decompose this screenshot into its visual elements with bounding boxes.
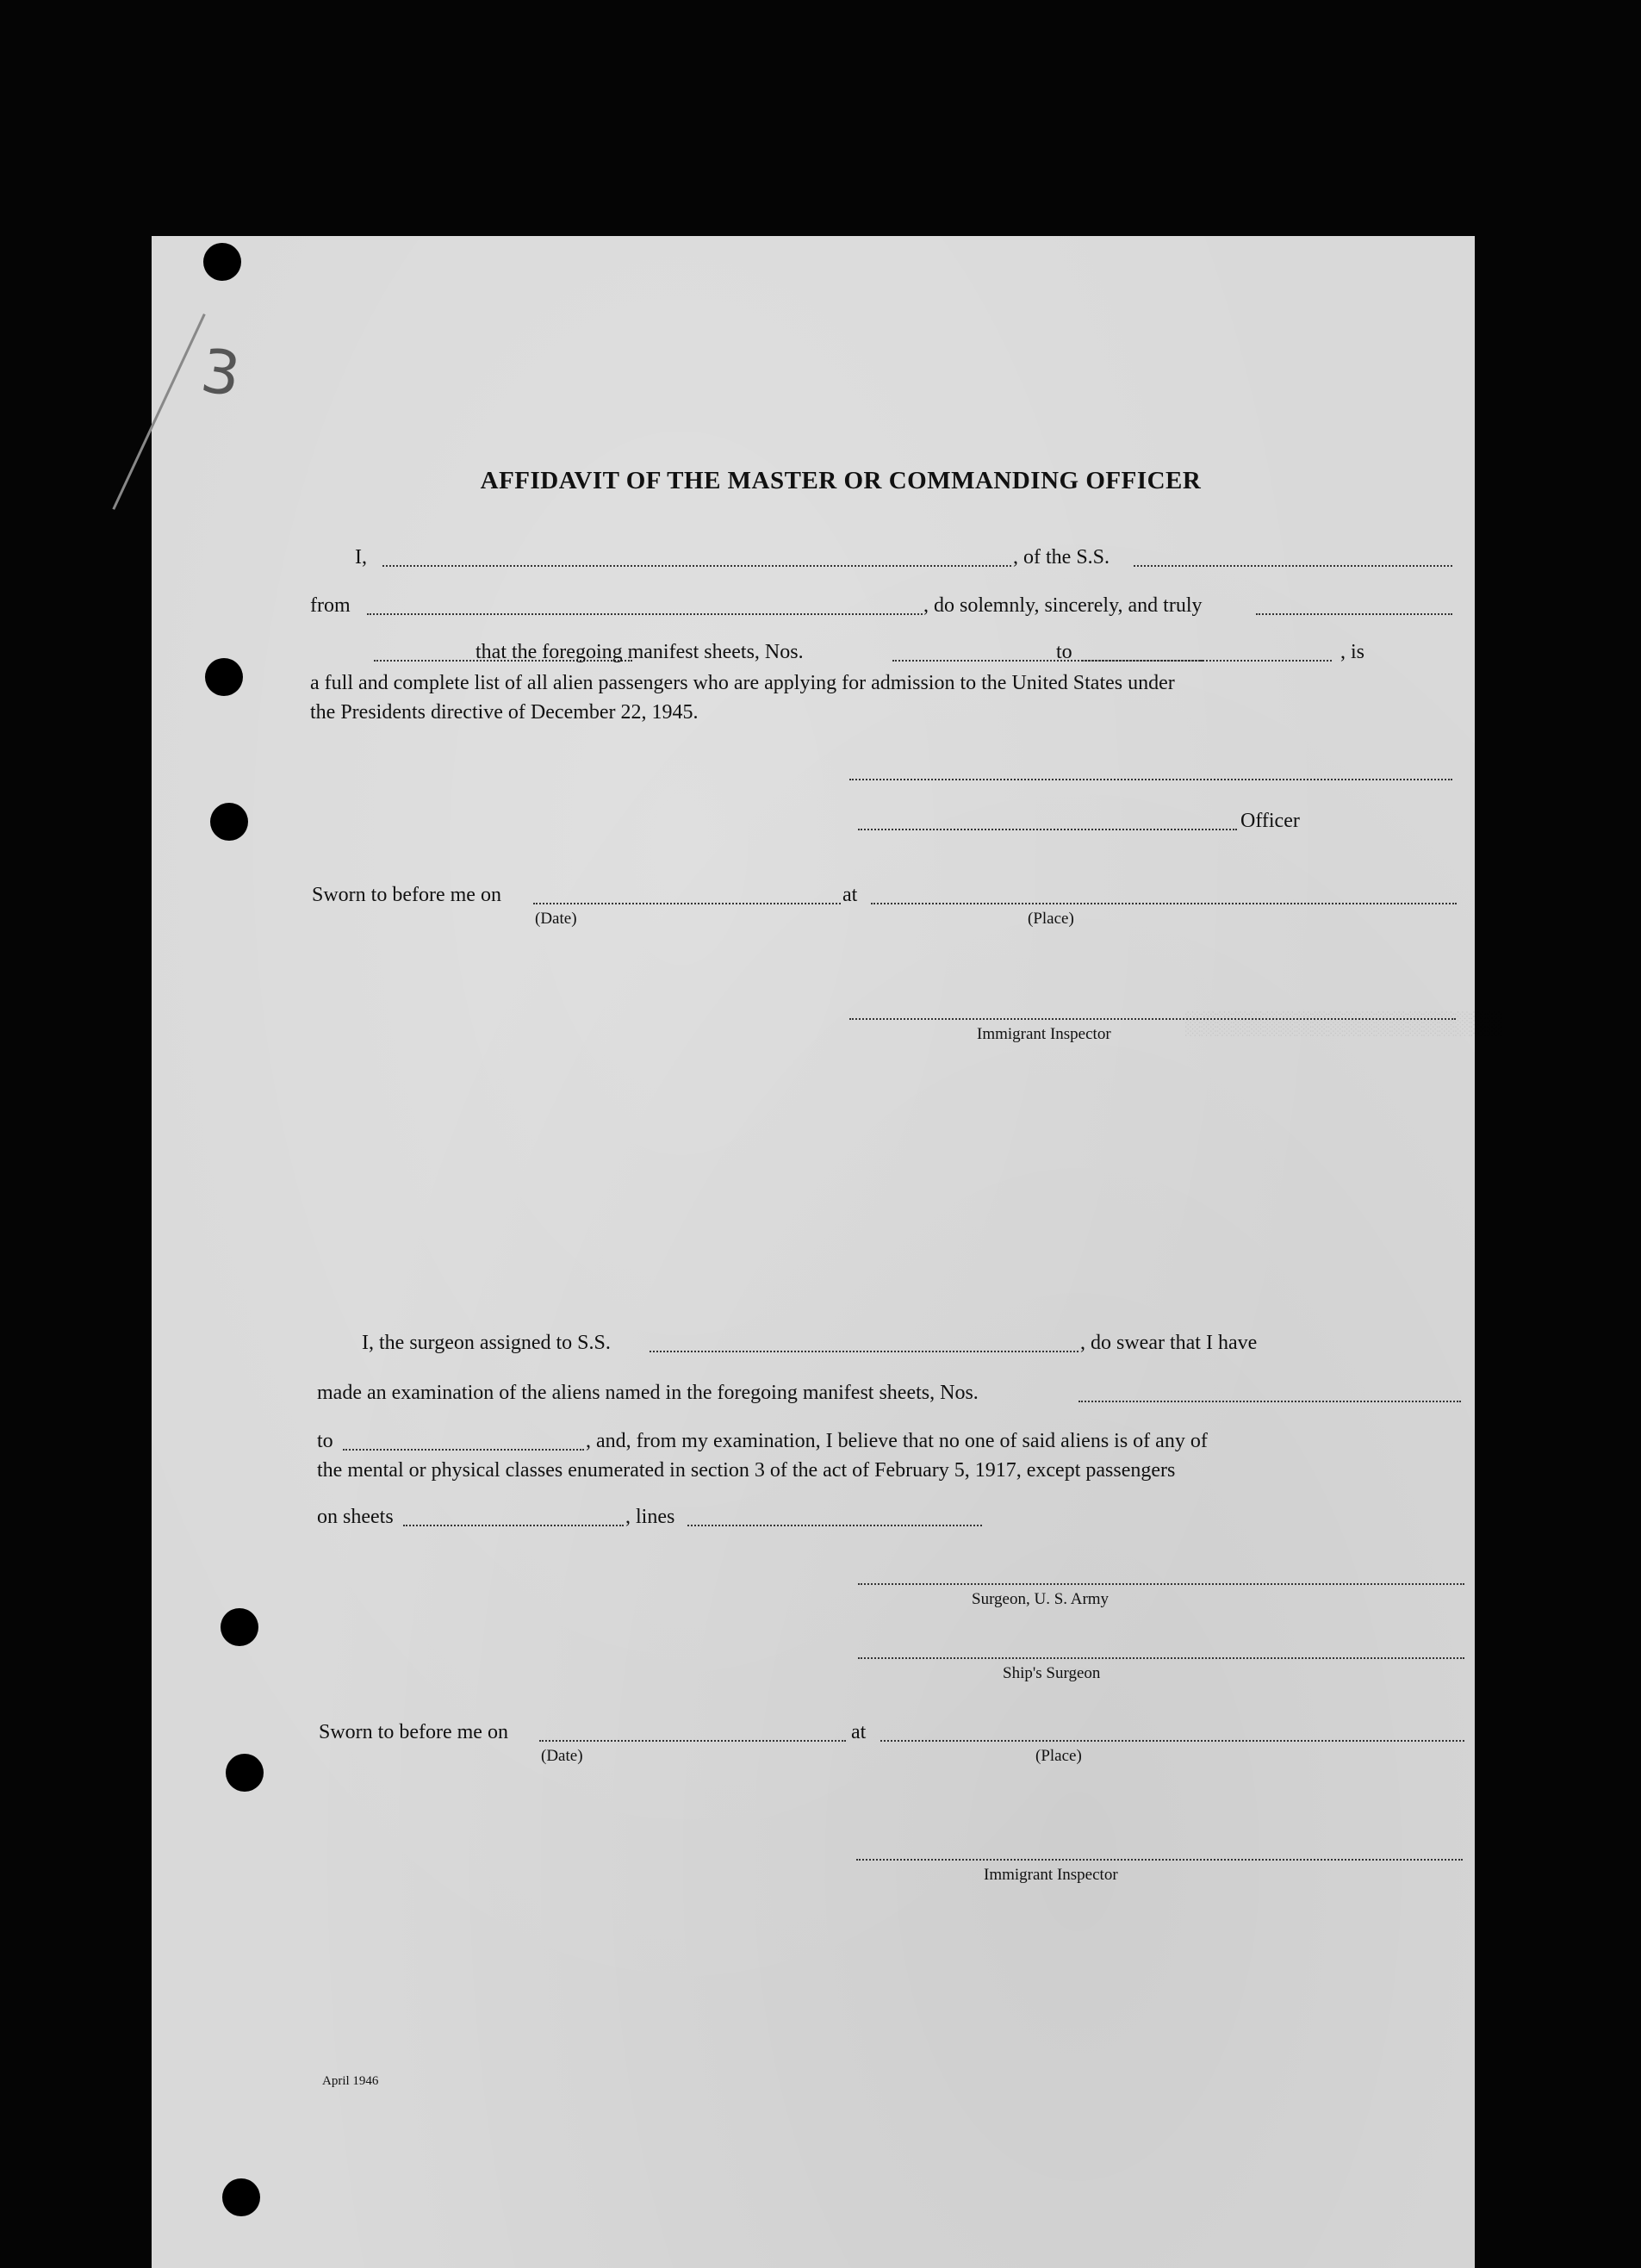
binder-hole — [210, 803, 248, 841]
master-signature-field[interactable] — [849, 779, 1452, 780]
ship-surgeon-signature-field[interactable] — [858, 1657, 1464, 1659]
port-field[interactable] — [367, 613, 923, 615]
army-surgeon-signature-field[interactable] — [858, 1583, 1464, 1585]
master-line2-prefix: from — [310, 594, 351, 617]
surgeon-lines-field[interactable] — [687, 1525, 982, 1526]
master-line5: the Presidents directive of December 22, 1945. — [310, 701, 699, 724]
surgeon-line3-prefix: to — [317, 1430, 333, 1452]
master-line1-mid: , of the S.S. — [1013, 546, 1110, 569]
master-sworn-date-field[interactable] — [533, 903, 841, 904]
handwritten-mark: 3 — [196, 335, 245, 411]
master-line2-mid: , do solemnly, sincerely, and truly — [923, 594, 1203, 617]
surgeon-sworn-place-field[interactable] — [880, 1740, 1464, 1742]
master-inspector-signature-field[interactable] — [849, 1018, 1456, 1020]
bleed-through: ░░░░░░░░░░░░░░░░░░░░ — [1185, 1012, 1503, 1037]
master-name-field[interactable] — [382, 565, 1011, 567]
surgeon-line1-prefix: I, the surgeon assigned to S.S. — [362, 1332, 611, 1354]
pencil-slash — [112, 314, 205, 510]
surgeon-sworn-date-field[interactable] — [539, 1740, 846, 1742]
surgeon-inspector-label: Immigrant Inspector — [984, 1866, 1118, 1884]
surgeon-line5-prefix: on sheets — [317, 1506, 394, 1528]
surgeon-sheets-from-field[interactable] — [1078, 1401, 1461, 1402]
surgeon-inspector-signature-field[interactable] — [856, 1859, 1463, 1861]
surgeon-line2: made an examination of the aliens named in the foregoing manifest sheets, Nos. — [317, 1382, 979, 1404]
master-sworn-prefix: Sworn to before me on — [312, 884, 501, 906]
surgeon-sworn-prefix: Sworn to before me on — [319, 1721, 508, 1743]
master-inspector-label: Immigrant Inspector — [977, 1025, 1111, 1043]
army-surgeon-label: Surgeon, U. S. Army — [972, 1590, 1110, 1608]
ship-name-field[interactable] — [1134, 565, 1452, 567]
master-sworn-place-field[interactable] — [871, 903, 1457, 904]
master-line3-mid: that the foregoing manifest sheets, Nos. — [476, 641, 804, 663]
master-line3-to: to — [1056, 641, 1072, 663]
surgeon-ship-field[interactable] — [650, 1351, 1078, 1352]
surgeon-sheets-to-field[interactable] — [343, 1449, 584, 1451]
page-title: AFFIDAVIT OF THE MASTER OR COMMANDING OFFICER — [480, 467, 1202, 494]
master-sworn-at: at — [842, 884, 858, 906]
master-place-label: (Place) — [1028, 910, 1074, 928]
binder-hole — [226, 1754, 264, 1792]
surgeon-on-sheets-field[interactable] — [403, 1525, 624, 1526]
document-page — [152, 236, 1503, 2268]
form-date: April 1946 — [322, 2074, 379, 2088]
master-line3-end: , is — [1340, 641, 1365, 663]
master-date-label: (Date) — [535, 910, 577, 928]
master-line1-prefix: I, — [355, 546, 367, 569]
binder-hole — [205, 658, 243, 696]
sheets-to-field[interactable] — [1082, 660, 1332, 662]
surgeon-sworn-at: at — [851, 1721, 867, 1743]
surgeon-date-label: (Date) — [541, 1747, 583, 1765]
ship-surgeon-label: Ship's Surgeon — [1003, 1664, 1101, 1682]
officer-label: Officer — [1240, 810, 1300, 832]
binder-hole — [221, 1608, 258, 1646]
surgeon-line3-mid: , and, from my examination, I believe that no one of said aliens is of any of — [586, 1430, 1208, 1452]
surgeon-line1-end: , do swear that I have — [1080, 1332, 1258, 1354]
oath-field[interactable] — [1256, 613, 1452, 615]
binder-hole — [222, 2178, 260, 2216]
surgeon-place-label: (Place) — [1035, 1747, 1082, 1765]
binder-hole — [203, 243, 241, 281]
surgeon-line5-mid: , lines — [625, 1506, 675, 1528]
officer-signature-field[interactable] — [858, 829, 1237, 830]
master-line4: a full and complete list of all alien passengers who are applying for admission to the United States under — [310, 672, 1175, 694]
surgeon-line4: the mental or physical classes enumerated in section 3 of the act of February 5, 1917, except passengers — [317, 1459, 1176, 1482]
